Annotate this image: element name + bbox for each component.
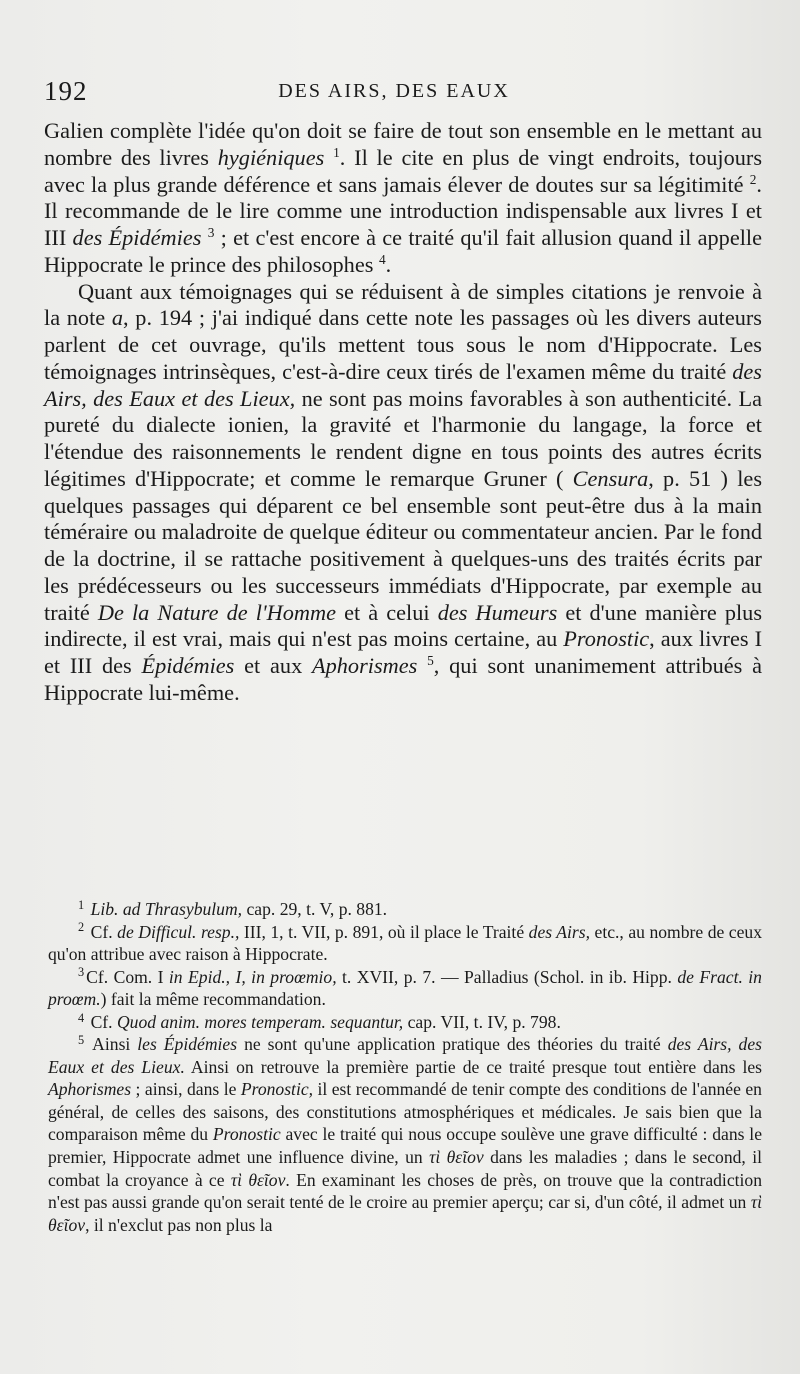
text-run: , p. 194 ; j'ai indiqué dans cette note les passages où les divers auteurs parlent de cet ouvrage, qu'ils mettent tous sous le nom d'Hippocrate. Les témoignages intrinsèques, c'est-à-dire ceux tirés de l'examen même du traité [44,305,762,384]
text-run: et aux [234,653,313,678]
running-head: DES AIRS, DES EAUX [278,80,510,102]
footnote-number: 5 [78,1033,85,1048]
text-run: Cf. Com. I [86,966,169,987]
text-run: ne sont qu'une application pratique des théories du traité [237,1034,668,1055]
italic-run: des Airs, des Eaux et des Lieux, [44,358,762,411]
italic-run: Lib. ad Thrasybulum, [90,899,243,919]
footnote-ref: 5 [427,652,434,668]
text-run: et à celui [336,599,438,625]
text-run: dans les maladies ; dans le second, il combat la croyance à ce [48,1147,762,1190]
italic-run: des Airs, des Eaux et des Lieux. [48,1034,762,1077]
italic-run: Pronostic [563,626,650,652]
footnote-3 [48,966,762,1011]
text-run: Cf. [90,921,118,942]
italic-run: De la Nature de l'Homme [97,599,337,625]
text-run: Galien complète l'idée qu'on doit se faire de tout son ensemble en le mettant au nombre des livres [44,118,762,170]
italic-run: Aphorismes [48,1079,132,1100]
italic-run: τὶ θεῖον [230,1169,286,1190]
text-run: . Il le cite en plus de vingt endroits, toujours avec la plus grande déférence et sans jamais élever de doutes sur sa légitimité [44,144,762,197]
text-run: , il n'exclut pas non plus la [85,1214,273,1235]
italic-run: Épidémies [141,653,235,678]
footnote-number: 3 [78,965,85,980]
footnote-2 [48,921,762,966]
italic-run: des Épidémies [72,225,202,250]
italic-run: des Airs, [528,921,591,942]
text-run: . En examinant les choses de près, on trouve que la contradiction n'est pas aussi grande qu'on serait tenté de le croire au premier aperçu; car si, d'un côté, il admet un [48,1169,762,1213]
text-run: . [385,251,392,277]
italic-run: de Difficul. resp., [117,921,240,942]
text-run: Ainsi [92,1034,138,1055]
italic-run: Censura [572,465,649,491]
text-run: il est recommandé de tenir compte des conditions de l'année en général, de celles des saisons, des constitutions atmosphériques et médicales. Je sais bien que la comparaison même du [48,1079,762,1145]
footnote-5 [48,1033,762,1236]
text-run: , qui sont unanimement attribués à Hippocrate lui-même. [44,653,763,705]
italic-run: τὶ θεῖον [48,1192,762,1235]
italic-run: les Épidémies [137,1034,238,1055]
body-text [44,118,762,707]
page-number: 192 [44,76,88,106]
footnote-ref: 1 [333,144,340,160]
text-run: ne sont pas moins favorables à son authenticité. La pureté du dialecte ionien, la gravité et l'harmonie du langage, la force et l'étendue des raisonnements le rendent digne en tous points des autres écrits légitimes d'Hippocrate; et comme le remarque Gruner ( [44,385,762,491]
text-run: et d'une manière plus indirecte, il est vrai, mais qui n'est pas moins certaine, au [44,599,762,652]
footnote-4 [48,1011,762,1034]
page-header [44,76,744,116]
italic-run: Aphorismes [312,653,418,678]
italic-run: Pronostic [212,1124,281,1145]
text-run: Ainsi on retrouve la première partie de ce traité presque tout entière dans les [184,1056,762,1077]
text-run: Cf. [90,1011,117,1032]
text-run: . Il recommande de le lire comme une introduction indispensable aux livres I et III [44,171,762,250]
text-run: ; et c'est encore à ce traité qu'il fait allusion quand il appelle Hippocrate le prince des philosophes [44,225,763,277]
footnote-ref: 2 [749,171,757,187]
italic-run: de Fract. in proœm. [48,966,762,1010]
text-run: ; ainsi, dans le [131,1079,241,1100]
italic-run: Quod anim. mores temperam. sequantur, [116,1011,404,1032]
footnote-ref: 3 [207,224,215,240]
italic-run: des Humeurs [437,599,558,625]
italic-run: Pronostic, [240,1079,314,1100]
paragraph-1 [44,118,762,279]
footnotes [48,898,762,1236]
text-run: etc., au nombre de ceux qu'on attribue avec raison à Hippocrate. [48,921,763,965]
footnote-number: 2 [78,920,85,935]
footnote-number: 1 [78,897,85,912]
text-run: , aux livres I et III des [44,626,762,678]
text-run: , p. 51 ) les quelques passages qui déparent ce bel ensemble sont peut-être dus à la main téméraire ou maladroite de quelque éditeur ou commentateur ancien. Par le fond de la doctrine, il se rattache positivement à quelques-uns des traités écrits par les prédécesseurs ou les successeurs immédiats d'Hippocrate, par exemple au traité [44,465,762,625]
text-run: Quant aux témoignages qui se réduisent à de simples citations je renvoie à la note [44,278,762,331]
footnote-number: 4 [78,1010,85,1025]
text-run: cap. 29, t. V, p. 881. [242,899,388,919]
text-run: cap. VII, t. IV, p. 798. [403,1011,561,1032]
text-run: avec le traité qui nous occupe soulève une grave difficulté : dans le premier, Hippocrate admet une influence divine, un [48,1124,762,1168]
italic-run: in Epid., I, in proœmio, [168,966,337,987]
italic-run: a [111,305,124,331]
italic-run: hygiéniques [217,144,325,170]
italic-run: τὶ θεῖον [429,1147,484,1168]
footnote-ref: 4 [378,251,386,267]
footnote-1 [48,898,762,921]
paragraph-2 [44,279,762,707]
text-run: t. XVII, p. 7. — Palladius (Schol. in ib. Hipp. [336,966,678,987]
text-run: ) fait la même recommandation. [100,989,326,1010]
text-run: III, 1, t. VII, p. 891, où il place le Traité [239,921,529,942]
